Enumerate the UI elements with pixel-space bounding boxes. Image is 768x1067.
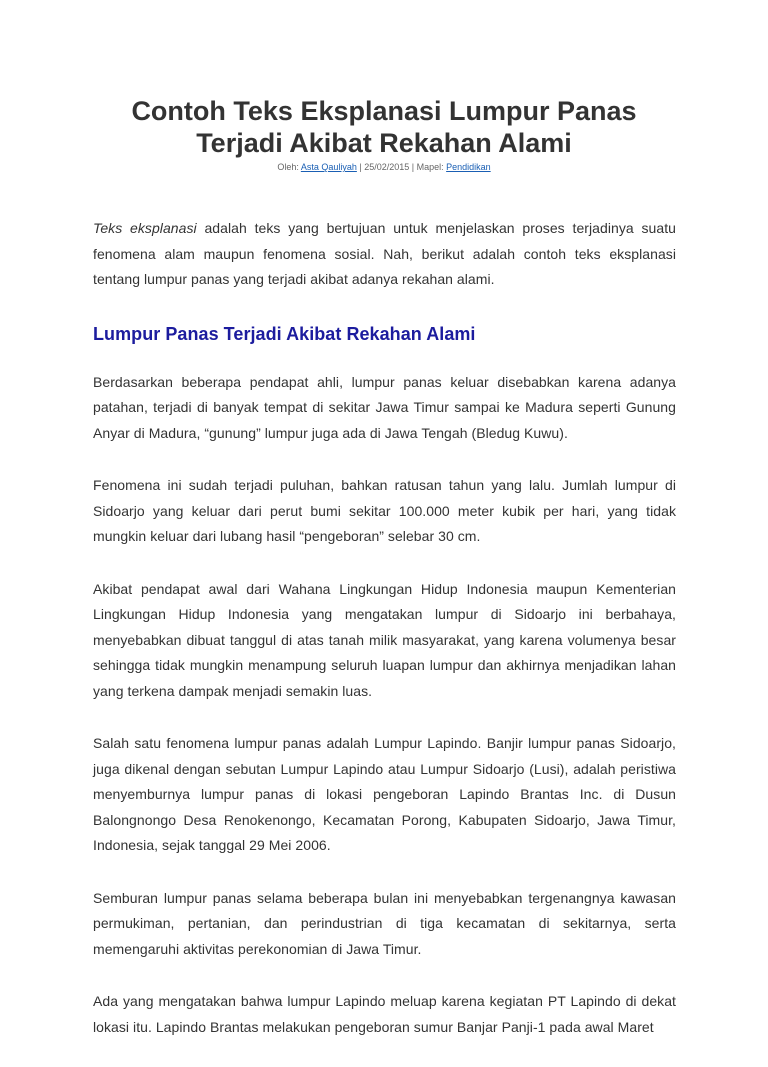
article-title xyxy=(60,95,708,159)
body-paragraph-2: Fenomena ini sudah terjadi puluhan, bahkan ratusan tahun yang lalu. Jumlah lumpur di Sidoarjo yang keluar dari perut bumi sekitar 100.000 meter kubik per hari, yang tidak mungkin keluar dari lubang hasil “pengeboran” selebar 30 cm. xyxy=(93,477,676,544)
body-paragraph-4: Salah satu fenomena lumpur panas adalah Lumpur Lapindo. Banjir lumpur panas Sidoarjo, juga dikenal dengan sebutan Lumpur Lapindo atau Lumpur Sidoarjo (Lusi), adalah peristiwa menyemburnya lumpur panas di lokasi pengeboran Lapindo Brantas Inc. di Dusun Balongnongo Desa Renokenongo, Kecamatan Porong, Kabupaten Sidoarjo, Jawa Timur, Indonesia, sejak tanggal 29 Mei 2006. xyxy=(93,735,676,853)
article-title-line2: Terjadi Akibat Rekahan Alami xyxy=(196,128,572,158)
section-heading: Lumpur Panas Terjadi Akibat Rekahan Alami xyxy=(93,323,476,344)
date-text: | 25/02/2015 | Mapel: xyxy=(356,162,447,172)
article-body xyxy=(93,216,676,1067)
category-link[interactable]: Pendidikan xyxy=(446,162,491,172)
author-prefix: Oleh: xyxy=(277,162,301,172)
body-paragraph-6: Ada yang mengatakan bahwa lumpur Lapindo meluap karena kegiatan PT Lapindo di dekat lokasi itu. Lapindo Brantas melakukan pengeboran sumur Banjar Panji-1 pada awal Maret xyxy=(93,993,676,1035)
article-title-line1: Contoh Teks Eksplanasi Lumpur Panas xyxy=(131,96,637,126)
intro-term: Teks eksplanasi xyxy=(93,220,197,236)
article-meta xyxy=(60,161,708,173)
body-paragraph-5: Semburan lumpur panas selama beberapa bulan ini menyebabkan tergenangnya kawasan permukiman, pertanian, dan perindustrian di tiga kecamatan di sekitarnya, serta memengaruhi aktivitas perekonomian di Jawa Timur. xyxy=(93,889,676,957)
author-link[interactable]: Asta Qauliyah xyxy=(300,162,357,172)
body-paragraph-3: Akibat pendapat awal dari Wahana Lingkungan Hidup Indonesia maupun Kementerian Lingkungan Hidup Indonesia yang mengatakan lumpur di Sidoarjo ini berbahaya, menyebabkan dibuat tanggul di atas tanah milik masyarakat, yang karena volumenya besar sehingga tidak mungkin menampung seluruh luapan lumpur dan akhirnya menjadikan lahan yang terkena dampak menjadi semakin luas. xyxy=(93,580,676,699)
intro-text: adalah teks yang bertujuan untuk menjelaskan proses terjadinya suatu fenomena alam maupun fenomena sosial. Nah, berikut adalah contoh teks eksplanasi tentang lumpur panas yang terjadi akibat adanya rekahan alami. xyxy=(93,220,676,287)
body-paragraph-1: Berdasarkan beberapa pendapat ahli, lumpur panas keluar disebabkan karena adanya patahan, terjadi di banyak tempat di sekitar Jawa Timur sampai ke Madura seperti Gunung Anyar di Madura, “gunung” lumpur juga ada di Jawa Tengah (Bledug Kuwu). xyxy=(93,373,676,441)
intro-paragraph xyxy=(93,216,676,293)
